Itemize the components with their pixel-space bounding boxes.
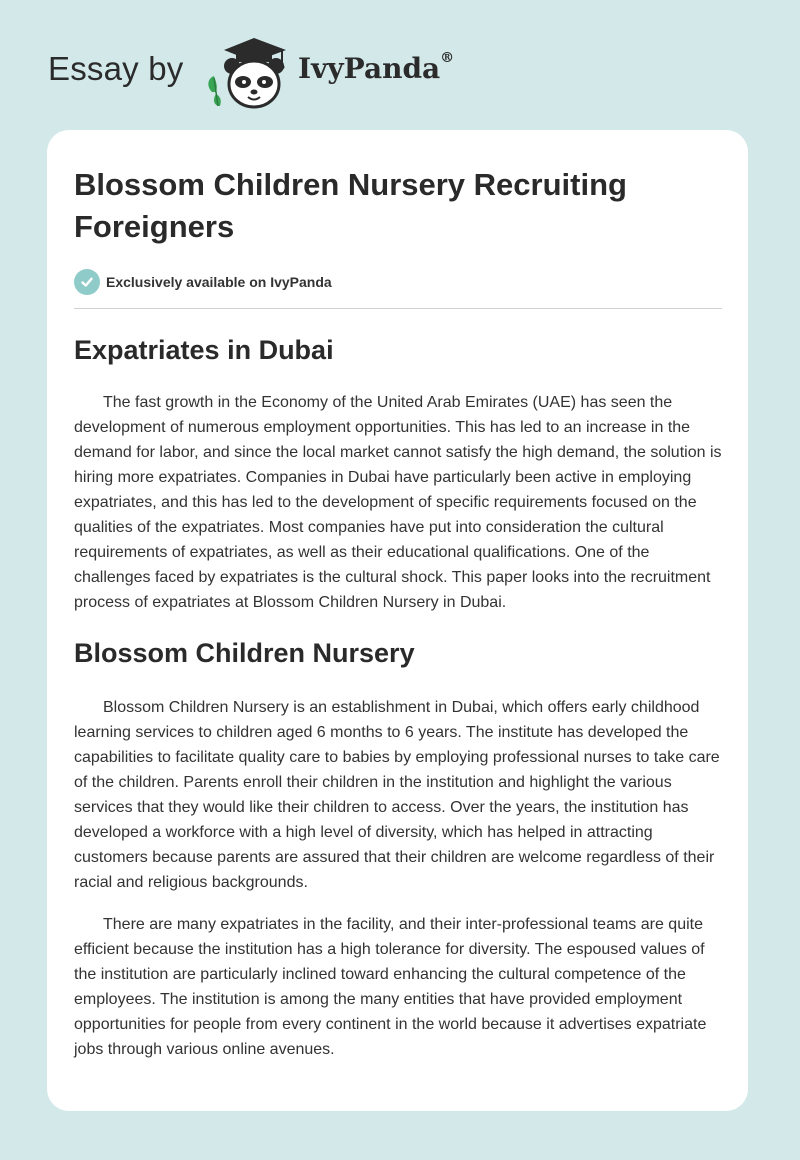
exclusive-label: Exclusively available on IvyPanda: [106, 274, 332, 290]
registered-mark: ®: [440, 50, 455, 66]
brand-name[interactable]: IvyPanda®: [298, 50, 455, 85]
article-card: [47, 130, 748, 1111]
paragraph: There are many expatriates in the facility, and their inter-professional teams are quite efficient because the institution has a high tolerance for diversity. The espoused values of the institution are particularly inclined toward enhancing the cultural competence of the employees. The institution is among the many entities that have provided employment opportunities for people from every continent in the world because it advertises expatriate jobs through various online avenues.: [74, 916, 707, 1058]
checkmark-icon: [74, 269, 100, 295]
essay-by-label: Essay by: [48, 50, 184, 87]
article-title: Blossom Children Nursery Recruiting Foreigners: [74, 167, 627, 244]
paragraph: The fast growth in the Economy of the United Arab Emirates (UAE) has seen the development of numerous employment opportunities. This has led to an increase in the demand for labor, and since the local market cannot satisfy the high demand, the solution is hiring more expatriates. Companies in Dubai have particularly been active in employing expatriates, and this has led to the development of specific requirements focused on the qualities of the expatriates. Most companies have put into consideration the cultural requirements of expatriates, as well as their educational qualifications. One of the challenges faced by expatriates is the cultural shock. This paper looks into the recruitment process of expatriates at Blossom Children Nursery in Dubai.: [74, 394, 722, 611]
section-heading-nursery: Blossom Children Nursery: [74, 638, 415, 668]
section-heading-expatriates: Expatriates in Dubai: [74, 335, 334, 365]
divider: [74, 308, 722, 309]
paragraph: Blossom Children Nursery is an establishment in Dubai, which offers early childhood learning services to children aged 6 months to 6 years. The institute has developed the capabilities to facilitate quality care to babies by employing professional nurses to take care of the children. Parents enroll their children in the institution and highlight the various services that they would like their children to access. Over the years, the institution has developed a workforce with a high level of diversity, which has helped in attracting customers because parents are assured that their children are welcome regardless of their racial and religious backgrounds.: [74, 699, 720, 891]
site-header: [48, 30, 468, 110]
panda-logo-icon[interactable]: [202, 34, 292, 110]
exclusive-badge: [74, 268, 722, 296]
